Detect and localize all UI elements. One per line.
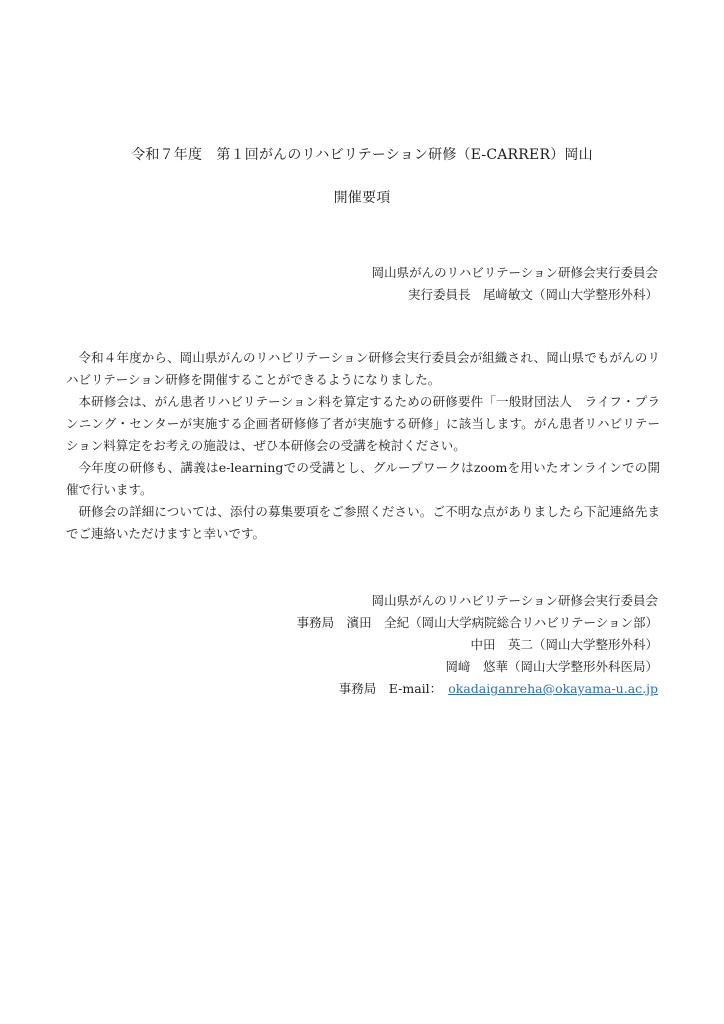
email-label: 事務局 E-mail： xyxy=(338,681,443,696)
email-link[interactable]: okadaiganreha@okayama-u.ac.jp xyxy=(448,681,658,696)
organizer-block xyxy=(372,262,658,306)
contact-member-okazaki: 岡﨑 悠華（岡山大学整形外科医局） xyxy=(445,659,658,674)
contact-email-row xyxy=(297,678,658,700)
contact-office: 事務局 濱田 全紀（岡山大学病院総合リハビリテーション部） xyxy=(296,615,658,630)
contact-member-nakata: 中田 英二（岡山大学整形外科） xyxy=(470,637,658,652)
document-title: 令和７年度 第１回がんのリハビリテーション研修（E-CARRER）岡山 xyxy=(131,147,593,163)
paragraph-2: 本研修会は、がん患者リハビリテーション料を算定するための研修要件「一般財団法人 ライフ・プランニング・センターが実施する企画者研修修了者が実施する研修」に該当します。がん患者リハビリテーション料算定をお考えの施設は、ぜひ本研修会の受講を検討ください。 xyxy=(66,394,660,453)
paragraph-3: 今年度の研修も、講義はe-learningでの受講とし、グループワークはzoomを用いたオンラインでの開催で行います。 xyxy=(66,460,660,497)
organizer-chair: 実行委員長 尾﨑敏文（岡山大学整形外科） xyxy=(407,287,658,302)
contact-block xyxy=(297,590,658,700)
paragraph-4: 研修会の詳細については、添付の募集要項をご参照ください。ご不明な点がありましたら下記連絡先までご連絡いただけますと幸いです。 xyxy=(66,504,660,541)
paragraph-1: 令和４年度から、岡山県がんのリハビリテーション研修会実行委員会が組織され、岡山県でもがんのリハビリテーション研修を開催することができるようになりました。 xyxy=(66,350,660,387)
document-subtitle: 開催要項 xyxy=(333,190,391,206)
body-text xyxy=(66,347,660,545)
organizer-committee: 岡山県がんのリハビリテーション研修会実行委員会 xyxy=(371,265,658,280)
contact-committee: 岡山県がんのリハビリテーション研修会実行委員会 xyxy=(371,593,658,608)
